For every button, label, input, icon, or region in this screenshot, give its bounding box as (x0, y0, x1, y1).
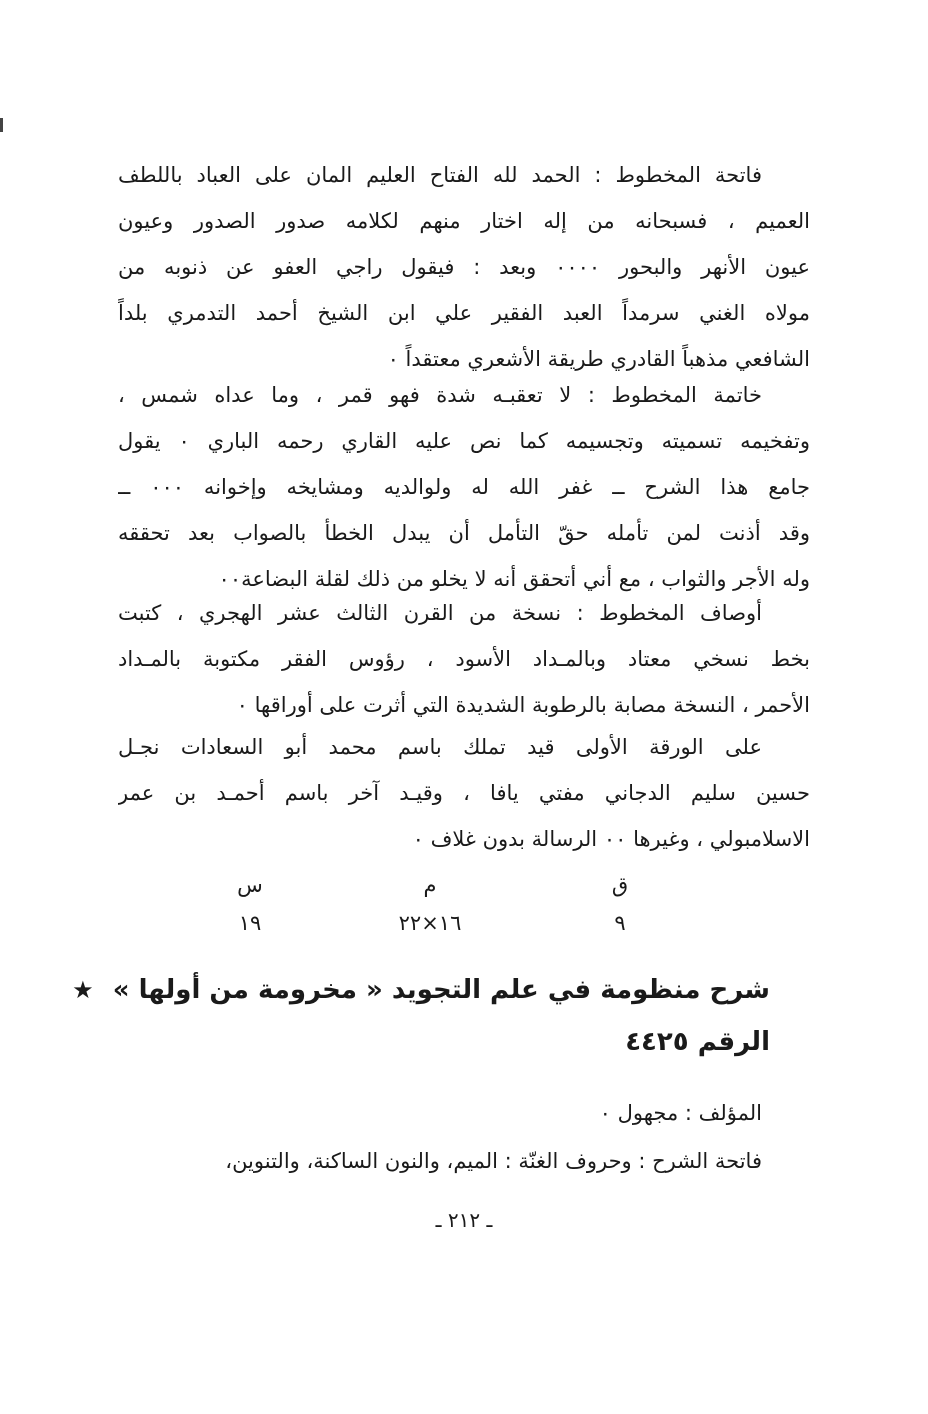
stat-label: س (237, 873, 263, 897)
text-line: بخط نسخي معتاد وبالمـداد الأسود ، رؤوس الفقر مكتوبة بالمـداد (118, 647, 810, 671)
stat-label: ق (611, 873, 629, 897)
page-number: ـ ٢١٢ ـ (435, 1208, 493, 1232)
text-line: مولاه الغني سرمداً العبد الفقير علي ابن الشيخ أحمد التدمري بلداً (118, 301, 810, 325)
text-line: الشافعي مذهباً القادري طريقة الأشعري معتقداً ٠ (387, 347, 810, 371)
stat-folios (560, 866, 680, 942)
text-line: العميم ، فسبحانه من إله اختار منهم لكلامه صدور الصدور وعيون (118, 209, 810, 233)
entry-title-text: شرح منظومة في علم التجويد « مخرومة من أولها » (112, 975, 770, 1005)
text-line: الأحمر ، النسخة مصابة بالرطوبة الشديدة التي أثرت على أوراقها ٠ (236, 693, 810, 717)
text-line: وقد أذنت لمن تأمله حقّ التأمل أن يبدل الخطأ بالصواب بعد تحققه (118, 521, 810, 545)
text-line: أوصاف المخطوط : نسخة من القرن الثالث عشر الهجري ، كتبت (118, 601, 762, 625)
commentary-opening-line (118, 1138, 810, 1184)
author-line (118, 1090, 810, 1136)
text-line: عيون الأنهر والبحور ٠٠٠٠ وبعد : فيقول راجي العفو عن ذنوبه من (118, 255, 810, 279)
text-line: خاتمة المخطوط : لا تعقبـه شدة فهو قمر ، وما عداه شمس ، (118, 383, 762, 407)
text-line: حسين سليم الدجاني مفتي يافا ، وقيـد آخر باسم أحمـد بن عمر (118, 781, 810, 805)
text-line: فاتحة الشرح : وحروف الغنّة : الميم، والنون الساكنة، والتنوين، (225, 1149, 762, 1173)
text-line: المؤلف : مجهول ٠ (599, 1101, 762, 1125)
opening-text-paragraph (118, 152, 810, 382)
ownership-paragraph (118, 724, 810, 862)
stat-label: م (423, 873, 437, 897)
entry-number (130, 1016, 770, 1068)
description-paragraph (118, 590, 810, 728)
stat-dimensions (370, 866, 490, 942)
text-line: وله الأجر والثواب ، مع أني أتحقق أنه لا يخلو من ذلك لقلة البضاعة٠٠ (218, 567, 810, 591)
text-line: على الورقة الأولى قيد تملك باسم محمد أبو السعادات نجـل (118, 735, 762, 759)
text-line: الاسلامبولي ، وغيرها ٠٠ الرسالة بدون غلاف ٠ (412, 827, 810, 851)
text-line: فاتحة المخطوط : الحمد لله الفتاح العليم المان على العباد باللطف (118, 163, 762, 187)
entry-title (72, 964, 770, 1016)
stat-value: ٩ (614, 911, 626, 935)
stat-lines (190, 866, 310, 942)
star-icon: ★ (72, 976, 94, 1004)
stat-value: ١٩ (238, 911, 262, 935)
stat-value: ١٦×٢٢ (398, 911, 462, 935)
text-line: جامع هذا الشرح ــ غفر الله له ولوالديه ومشايخه وإخوانه ٠٠٠ ــ (118, 475, 810, 499)
manuscript-stats (190, 866, 680, 946)
entry-number-text: الرقم ٤٤٢٥ (625, 1027, 770, 1057)
scan-edge-mark (0, 118, 3, 132)
text-line: وتفخيمه تسميته وتجسيمه كما نص عليه القاري رحمه الباري ٠ يقول (118, 429, 810, 453)
closing-text-paragraph (118, 372, 810, 602)
